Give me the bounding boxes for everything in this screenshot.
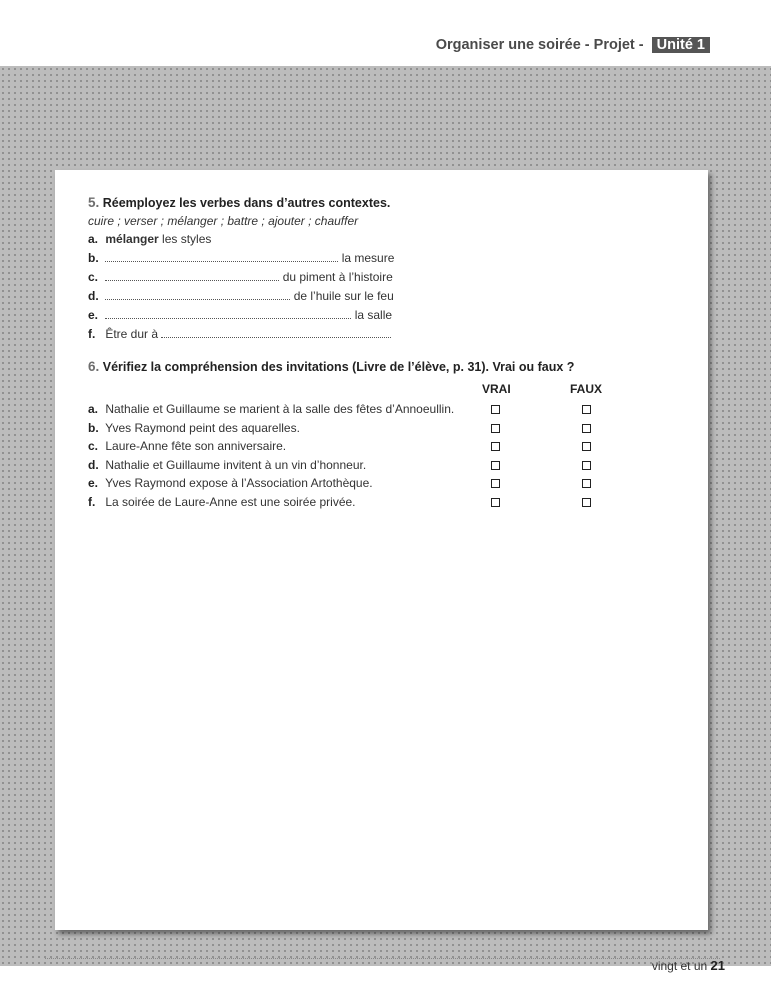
answer-blank[interactable] [105, 290, 290, 300]
item-letter: d. [88, 289, 99, 303]
faux-checkbox[interactable] [582, 405, 591, 414]
exercise-5-item-f [88, 325, 698, 344]
statement-text: Yves Raymond peint des aquarelles. [105, 420, 300, 435]
exercise-5-item-e [88, 306, 698, 325]
header-title-text: Organiser une soirée - Projet - [435, 37, 644, 53]
exercise-5-item-d [88, 287, 698, 306]
item-letter: f. [88, 327, 96, 341]
answer-blank[interactable] [161, 328, 391, 338]
item-text: du piment à l’histoire [282, 270, 393, 284]
item-text: les styles [162, 232, 212, 246]
statement-letter: d. [88, 457, 99, 472]
exercise-5-item-a [88, 230, 698, 249]
statement-letter: f. [88, 494, 96, 509]
answer-blank[interactable] [105, 252, 338, 262]
statement-text: Laure-Anne fête son anniversaire. [105, 439, 287, 453]
page-number-words: vingt et un [651, 959, 708, 973]
item-answer: mélanger [105, 232, 159, 246]
exercise-5-instruction: Réemployez les verbes dans d’autres contextes. [102, 196, 391, 210]
exercise-6-instruction: Vérifiez la compréhension des invitations (Livre de l’élève, p. 31). Vrai ou faux ? [102, 360, 575, 374]
page-footer [652, 958, 725, 973]
column-header-faux: FAUX [570, 382, 603, 396]
exercise-5-item-c [88, 268, 698, 287]
statement-row [88, 419, 698, 438]
exercise-5 [88, 194, 698, 344]
statement-letter: e. [88, 476, 99, 490]
worksheet-card [55, 170, 708, 930]
statement-row [88, 456, 698, 475]
exercise-6 [88, 358, 698, 509]
answer-blank[interactable] [105, 309, 351, 319]
header-title [436, 37, 710, 53]
vrai-checkbox[interactable] [491, 405, 500, 414]
answer-blank[interactable] [105, 271, 279, 281]
vrai-checkbox[interactable] [491, 424, 500, 433]
statement-letter: c. [88, 439, 99, 453]
item-letter: a. [88, 232, 99, 246]
faux-checkbox[interactable] [582, 479, 591, 488]
exercise-5-number: 5. [88, 195, 100, 210]
vrai-checkbox[interactable] [491, 442, 500, 451]
exercise-6-title [88, 358, 698, 376]
statement-letter: b. [88, 420, 99, 435]
word-bank: cuire ; verser ; mélanger ; battre ; ajouter ; chauffer [88, 214, 359, 228]
statement-row [88, 400, 698, 419]
exercise-6-number: 6. [88, 359, 100, 374]
exercise-5-item-b [88, 249, 698, 268]
item-text: la salle [354, 308, 393, 322]
column-header-vrai: VRAI [482, 382, 511, 396]
exercise-5-title [88, 194, 698, 212]
item-letter: c. [88, 270, 99, 284]
faux-checkbox[interactable] [582, 424, 591, 433]
item-text: de l’huile sur le feu [293, 289, 394, 303]
vrai-checkbox[interactable] [491, 498, 500, 507]
true-false-table [88, 400, 698, 511]
page-header [0, 0, 771, 64]
statement-letter: a. [88, 402, 99, 416]
vrai-checkbox[interactable] [491, 461, 500, 470]
item-text: la mesure [341, 251, 395, 265]
item-text: Être dur à [105, 327, 159, 341]
statement-text: La soirée de Laure-Anne est une soirée privée. [105, 494, 356, 509]
statement-text: Nathalie et Guillaume invitent à un vin d’honneur. [105, 457, 367, 472]
statement-row [88, 493, 698, 512]
faux-checkbox[interactable] [582, 442, 591, 451]
footer-divider [45, 958, 720, 959]
item-letter: e. [88, 308, 99, 322]
faux-checkbox[interactable] [582, 461, 591, 470]
faux-checkbox[interactable] [582, 498, 591, 507]
statement-text: Yves Raymond expose à l’Association Artothèque. [105, 476, 373, 490]
item-letter: b. [88, 251, 99, 265]
unit-badge: Unité 1 [652, 37, 710, 53]
statement-text: Nathalie et Guillaume se marient à la salle des fêtes d’Annoeullin. [105, 402, 455, 416]
page-number: 21 [710, 958, 725, 973]
statement-row [88, 474, 698, 493]
vrai-checkbox[interactable] [491, 479, 500, 488]
statement-row [88, 437, 698, 456]
